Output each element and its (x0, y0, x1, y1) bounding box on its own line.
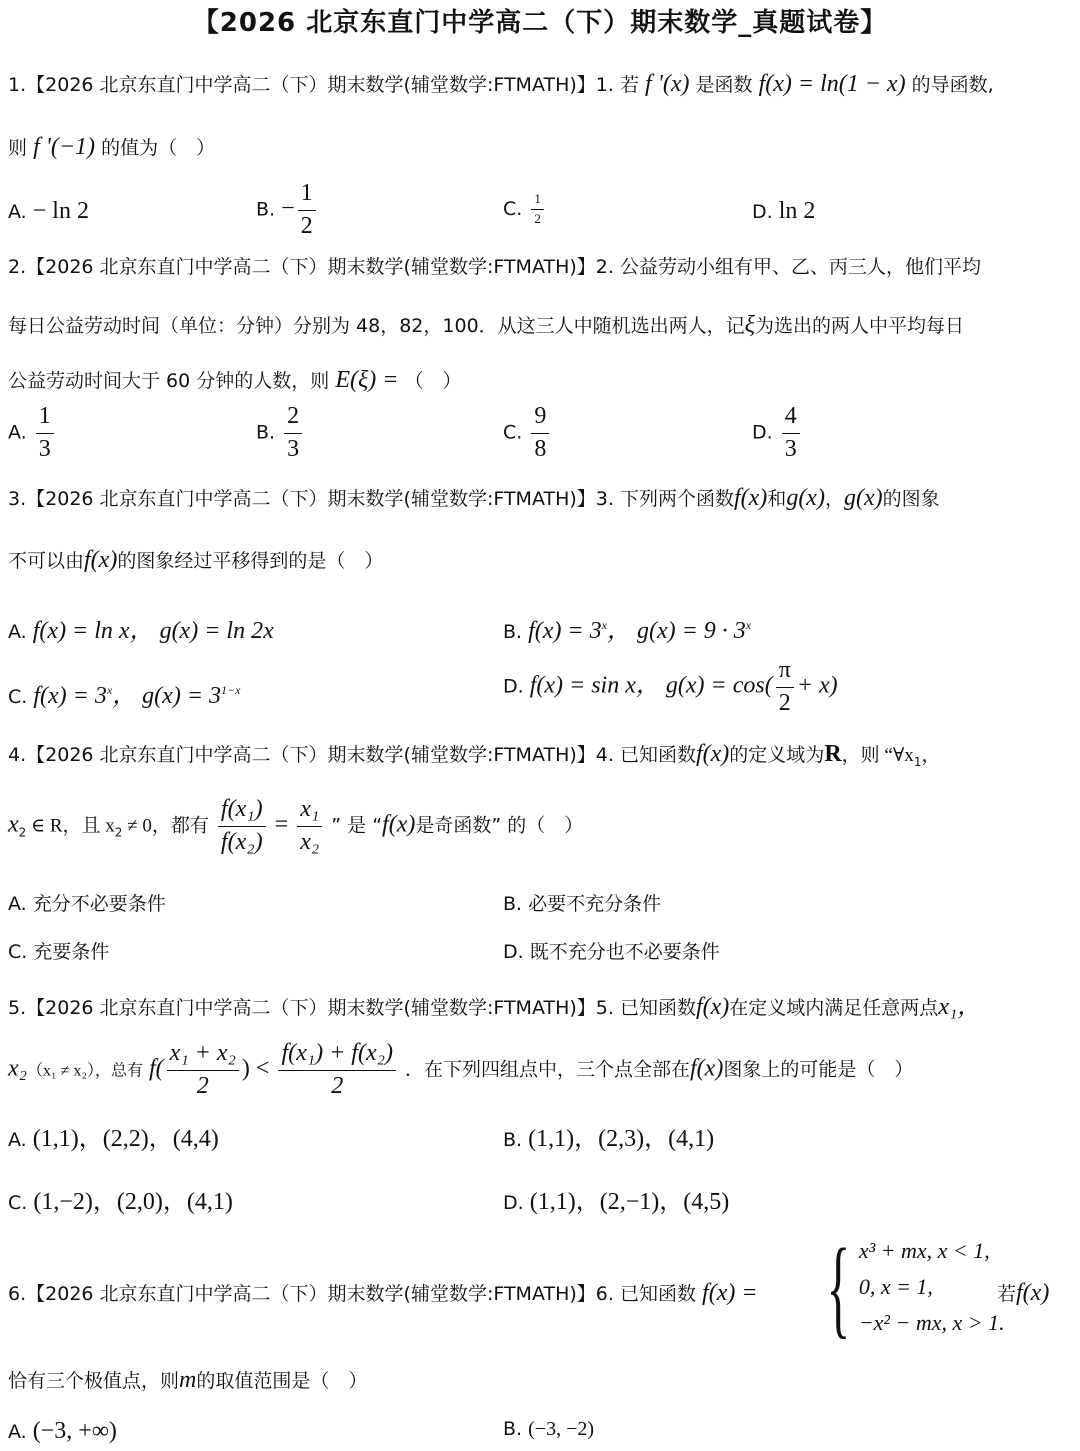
question-3-stem-cont (8, 546, 383, 575)
fraction-denominator: 2 (778, 689, 791, 716)
question-number: 6. (8, 1283, 27, 1305)
fraction-numerator: 1 (531, 192, 544, 210)
option-label: A. (8, 201, 27, 223)
stem-text: ， (824, 488, 844, 510)
fraction-denominator: 3 (784, 435, 797, 462)
math-expr: x₁， (938, 994, 982, 1020)
option-d[interactable] (503, 657, 838, 717)
stem-text: 的定义域为 (729, 744, 825, 766)
piecewise-case: −x² − mx, x > 1. (858, 1310, 1005, 1335)
stem-text: ” 是 “ (331, 814, 383, 837)
math-expr: f(x) (733, 485, 768, 511)
question-source: 【2026 北京东直门中学高二（下）期末数学(辅堂数学:FTMATH)】 (26, 74, 596, 96)
stem-text: 每日公益劳动时间（单位：分钟）分别为 48，82，100．从这三人中随机选出两人，记 (8, 315, 745, 337)
math-expr: f(x) (695, 741, 730, 767)
option-label: C. (8, 1192, 28, 1214)
stem-text: 已知函数 (619, 997, 696, 1019)
exponent: x (106, 683, 113, 697)
question-index: 2. (595, 256, 614, 278)
stem-text: 不可以由 (8, 550, 85, 572)
question-number: 4. (8, 744, 27, 766)
option-label: D. (752, 421, 773, 444)
math-expr: E(ξ) = (335, 367, 399, 393)
math-expr: f( (149, 1055, 164, 1082)
option-sign: − (281, 195, 295, 222)
option-value: 既不充分也不必要条件 (529, 941, 720, 963)
option-value: (−3, +∞) (32, 1418, 117, 1444)
question-number: 5. (8, 997, 27, 1019)
option-label: A. (8, 1129, 27, 1151)
stem-text: 已知函数 (619, 744, 696, 766)
option-value: − ln 2 (32, 198, 89, 224)
stem-text: （ ） (404, 370, 462, 392)
math-expr: f(x) (1016, 1280, 1050, 1306)
option-label: B. (503, 1129, 523, 1151)
option-label: D. (503, 675, 524, 698)
stem-text: ， (921, 744, 941, 766)
stem-text: 下列两个函数 (619, 488, 734, 510)
math-expr: f(x) (84, 547, 118, 573)
option-label: A. (8, 1421, 27, 1443)
stem-text: 公益劳动小组有甲、乙、丙三人，他们平均 (619, 256, 981, 278)
piecewise-cases (859, 1233, 1005, 1341)
stem-text: ∈ R，且 x (26, 815, 115, 837)
option-label: A. (8, 421, 27, 444)
option-label: B. (256, 421, 276, 444)
option-value: (1,1)，(2,3)，(4,1) (528, 1126, 715, 1152)
option-value: (1,1)，(2,2)，(4,4) (32, 1126, 219, 1152)
option-label: D. (503, 1192, 524, 1214)
subscript: 1 (913, 754, 922, 769)
stem-text: （x₁ ≠ x₂），总有 (27, 1062, 143, 1080)
exponent: x (745, 618, 752, 632)
option-value (33, 683, 240, 709)
exponent: x (601, 618, 607, 632)
option-value (528, 618, 751, 644)
fraction-numerator: x₁ + x₂ (167, 1040, 239, 1071)
fraction-numerator: π (776, 657, 794, 688)
fraction-numerator: 1 (36, 403, 54, 434)
fraction-numerator: f(x₁) + f(x₂) (278, 1040, 396, 1071)
math-expr: g(x) (843, 485, 883, 511)
fraction (531, 403, 549, 463)
fraction-numerator: x₁ (297, 796, 322, 827)
option-label: D. (503, 941, 524, 963)
option-c[interactable] (8, 1181, 233, 1216)
option-b[interactable] (256, 180, 319, 240)
fraction-denominator: 3 (287, 435, 300, 462)
math-expr: g(x) (786, 485, 825, 511)
question-4-stem (8, 740, 940, 769)
fraction (278, 1040, 396, 1100)
stem-text: 在定义域内满足任意两点 (729, 997, 939, 1019)
option-label: A. (8, 893, 27, 915)
stem-text: 和 (767, 488, 787, 510)
question-6-stem-right (997, 1279, 1049, 1308)
question-2-stem-cont (8, 311, 964, 340)
fraction-numerator: 2 (284, 403, 302, 434)
option-d[interactable] (752, 198, 815, 225)
option-a[interactable] (8, 1118, 219, 1153)
math-expr: f(x) (695, 994, 730, 1020)
option-label: C. (503, 421, 523, 444)
math-expr: + x) (796, 672, 838, 699)
piecewise-function (818, 1226, 1005, 1348)
stem-text: 的图象 (882, 488, 940, 510)
fraction-denominator: 3 (38, 435, 51, 462)
option-value: 充分不必要条件 (32, 893, 166, 915)
option-d[interactable] (752, 403, 803, 463)
fraction-denominator: 2 (331, 1072, 344, 1099)
fraction (284, 403, 302, 463)
math-expr: f '(x) (645, 71, 690, 97)
math-expr: f '(−1) (33, 134, 96, 160)
fraction-denominator: 2 (300, 212, 313, 239)
question-1-stem-cont (8, 133, 215, 162)
option-value: 必要不充分条件 (528, 893, 662, 915)
fraction-denominator: 2 (534, 210, 541, 226)
math-expr: ξ (744, 312, 755, 338)
stem-text: 的值为（ ） (101, 137, 216, 159)
fraction-denominator: 2 (196, 1072, 209, 1099)
fraction (297, 796, 322, 856)
question-source: 【2026 北京东直门中学高二（下）期末数学(辅堂数学:FTMATH)】 (26, 997, 596, 1019)
math-expr: ) < (241, 1055, 270, 1082)
option-value: (1,1)，(2,−1)，(4,5) (529, 1189, 730, 1215)
question-source: 【2026 北京东直门中学高二（下）期末数学(辅堂数学:FTMATH)】 (26, 744, 596, 766)
page-title: 【2026 北京东直门中学高二（下）期末数学_真题试卷】 (192, 8, 888, 38)
option-label: A. (8, 621, 27, 643)
option-b[interactable] (503, 889, 661, 916)
question-index: 3. (595, 488, 614, 510)
fraction-denominator: x₂ (300, 828, 320, 855)
option-a[interactable] (8, 403, 57, 463)
option-a[interactable] (8, 198, 89, 225)
stem-text: ≠ 0，都有 (122, 815, 209, 837)
option-c[interactable] (8, 675, 240, 710)
question-5-stem (8, 993, 981, 1022)
question-6-stem-cont (8, 1366, 367, 1395)
option-label: B. (256, 198, 276, 221)
fraction (167, 1040, 239, 1100)
option-label: C. (8, 941, 28, 963)
math-expr: m (179, 1367, 197, 1393)
question-4-stem-cont (8, 796, 583, 856)
option-d[interactable] (503, 1181, 729, 1216)
math-expr: R (824, 741, 842, 767)
stem-text: ，则 “∀x (841, 745, 914, 766)
option-label: C. (503, 197, 523, 220)
option-value: ln 2 (778, 198, 816, 224)
exponent: 1−x (221, 683, 241, 697)
fraction (531, 192, 544, 227)
fraction (218, 796, 266, 856)
subscript: 2 (18, 825, 27, 840)
fraction-numerator: 4 (782, 403, 800, 434)
question-index: 4. (595, 744, 614, 766)
stem-text: 是函数 (695, 74, 753, 96)
math-expr: f(x) = ln(1 − x) (758, 71, 906, 97)
question-source: 【2026 北京东直门中学高二（下）期末数学(辅堂数学:FTMATH)】 (26, 1283, 596, 1305)
option-b[interactable] (503, 1418, 594, 1441)
math-expr: f(x) (690, 1055, 724, 1082)
fraction-denominator: 8 (534, 435, 547, 462)
fraction-numerator: 9 (531, 403, 549, 434)
option-a[interactable] (8, 889, 166, 916)
option-label: B. (503, 1418, 523, 1440)
option-a[interactable] (8, 610, 274, 645)
piecewise-case: x³ + mx, x < 1, (858, 1238, 990, 1263)
question-number: 2. (8, 256, 27, 278)
stem-text: 的导函数, (911, 74, 994, 96)
option-c[interactable] (503, 403, 552, 463)
option-b[interactable] (503, 1118, 714, 1153)
fraction (36, 403, 54, 463)
option-b[interactable] (256, 403, 305, 463)
stem-text: 的取值范围是（ ） (196, 1370, 368, 1392)
fraction-numerator: 1 (298, 180, 316, 211)
question-index: 6. (595, 1283, 614, 1305)
question-5-stem-cont (8, 1040, 913, 1100)
question-source: 【2026 北京东直门中学高二（下）期末数学(辅堂数学:FTMATH)】 (26, 256, 596, 278)
math-expr: ， g(x) = 3 (112, 683, 222, 709)
option-c[interactable] (8, 937, 109, 964)
stem-text: 为选出的两人中平均每日 (754, 315, 964, 337)
fraction (776, 657, 794, 717)
option-value: 充要条件 (33, 941, 110, 963)
stem-text: 若 (997, 1283, 1017, 1305)
question-number: 1. (8, 74, 27, 96)
stem-text: 是奇函数” 的（ ） (415, 814, 584, 837)
math-expr: f(x) = (702, 1280, 758, 1306)
question-index: 5. (595, 997, 614, 1019)
option-label: C. (8, 686, 28, 708)
option-d[interactable] (503, 937, 720, 964)
option-label: B. (503, 621, 523, 643)
option-a[interactable] (8, 1418, 117, 1445)
math-expr: x₂ (8, 1055, 27, 1082)
option-label: D. (752, 201, 773, 223)
stem-text: 恰有三个极值点，则 (8, 1370, 180, 1392)
question-6-stem (8, 1279, 758, 1308)
question-number: 3. (8, 488, 27, 510)
question-index: 1. (595, 74, 614, 96)
question-3-stem (8, 484, 940, 513)
option-label: B. (503, 893, 523, 915)
left-brace-icon: { (826, 1226, 851, 1348)
question-1-stem (8, 70, 994, 99)
fraction (298, 180, 316, 240)
question-2-stem-cont2 (8, 366, 462, 395)
piecewise-case: 0, x = 1, (858, 1274, 933, 1299)
math-expr: f(x) = 3 (33, 683, 107, 709)
option-c[interactable] (503, 192, 547, 227)
math-expr: = (274, 811, 289, 838)
fraction-denominator: f(x₂) (220, 828, 263, 855)
math-expr: f(x) = sin x， g(x) = cos( (529, 672, 773, 699)
option-value: (1,−2)，(2,0)，(4,1) (33, 1189, 233, 1215)
stem-text: 公益劳动时间大于 60 分钟的人数，则 (8, 370, 330, 392)
subscript: 2 (114, 825, 123, 840)
fraction (782, 403, 800, 463)
option-value: f(x) = ln x， g(x) = ln 2x (32, 618, 274, 644)
option-value: (−3, −2) (528, 1418, 595, 1440)
stem-text: 若 (619, 74, 639, 96)
piecewise-brace (818, 1226, 1005, 1348)
math-expr: ， g(x) = 9 · 3 (606, 618, 746, 644)
stem-text: 的图象经过平移得到的是（ ） (117, 550, 384, 572)
stem-text: 则 (8, 137, 28, 159)
question-source: 【2026 北京东直门中学高二（下）期末数学(辅堂数学:FTMATH)】 (26, 488, 596, 510)
stem-text: ．在下列四组点中，三个点全部在 (404, 1058, 690, 1081)
stem-text: 已知函数 (619, 1283, 696, 1305)
stem-text: 图象上的可能是（ ） (723, 1058, 914, 1081)
math-expr: x (8, 811, 19, 838)
math-expr: f(x) = 3 (528, 618, 602, 644)
question-2-stem (8, 256, 981, 279)
math-expr: f(x) (382, 811, 416, 838)
option-b[interactable] (503, 610, 751, 645)
fraction-numerator: f(x₁) (218, 796, 266, 827)
